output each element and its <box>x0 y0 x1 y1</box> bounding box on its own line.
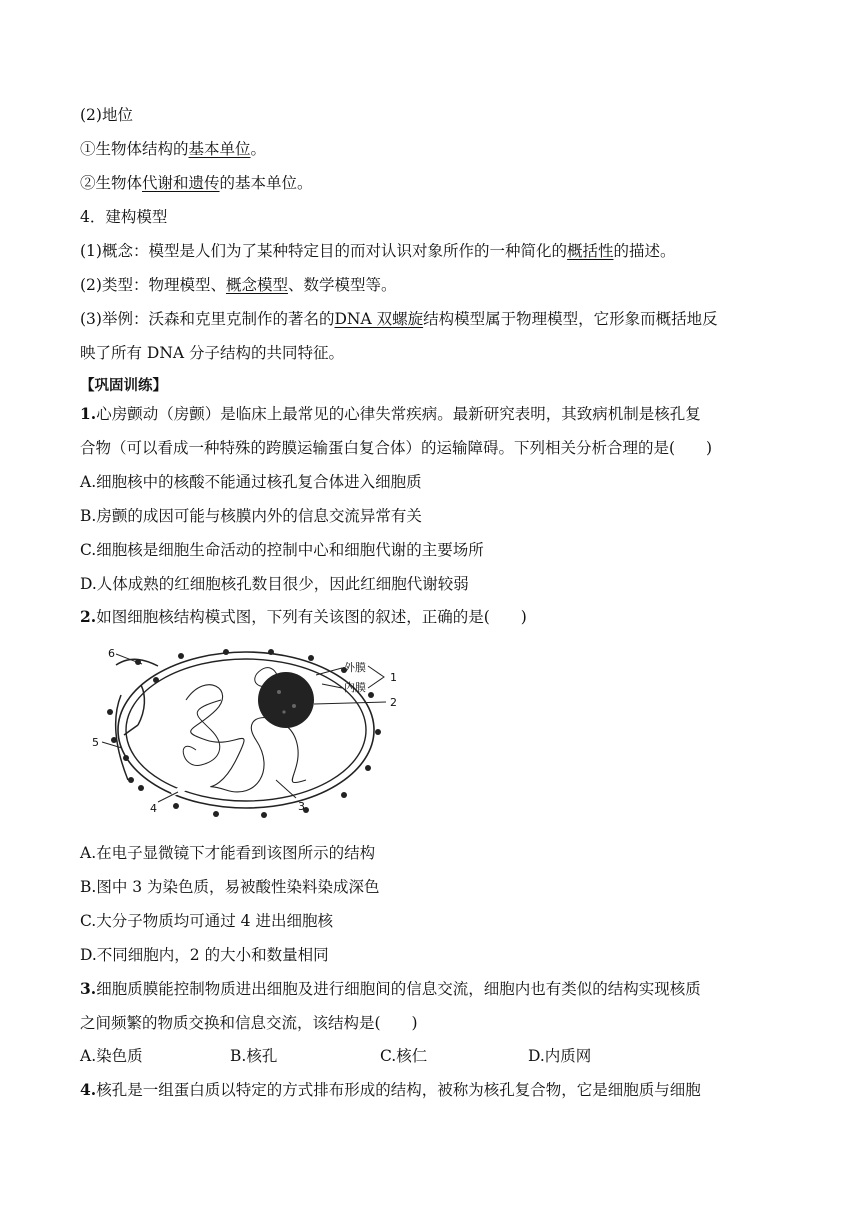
question-number: 1. <box>80 404 97 423</box>
label-outer-membrane: 外膜 <box>344 661 366 674</box>
model-types: (2)类型：物理模型、概念模型、数学模型等。 <box>80 276 397 294</box>
q3-option-c: C.核仁 <box>380 1047 428 1065</box>
q1-stem-line1: 1.心房颤动（房颤）是临床上最常见的心律失常疾病。最新研究表明，其致病机制是核孔复 <box>80 404 701 423</box>
underlined-term: DNA 双螺旋 <box>334 310 424 328</box>
label-5: 5 <box>92 736 99 749</box>
q4-stem-line1: 4.核孔是一组蛋白质以特定的方式排布形成的结构，被称为核孔复合物，它是细胞质与细胞 <box>80 1080 701 1099</box>
model-concept: (1)概念：模型是人们为了某种特定目的而对认识对象所作的一种简化的概括性的描述。 <box>80 242 676 260</box>
ribosome-dots <box>107 649 381 818</box>
q1-option-c: C.细胞核是细胞生命活动的控制中心和细胞代谢的主要场所 <box>80 541 484 559</box>
label-2: 2 <box>390 696 397 709</box>
q2-option-c: C.大分子物质均可通过 4 进出细胞核 <box>80 912 333 930</box>
section-title-status: (2)地位 <box>80 106 133 124</box>
underlined-term: 基本单位 <box>188 140 251 158</box>
label-inner-membrane: 内膜 <box>344 681 366 694</box>
q2-option-a: A.在电子显微镜下才能看到该图所示的结构 <box>80 844 376 862</box>
label-6: 6 <box>108 647 115 660</box>
q3-option-d: D.内质网 <box>528 1047 592 1065</box>
status-point-2: ②生物体代谢和遗传的基本单位。 <box>80 174 313 192</box>
q1-option-a: A.细胞核中的核酸不能通过核孔复合体进入细胞质 <box>80 473 422 491</box>
q1-option-b: B.房颤的成因可能与核膜内外的信息交流异常有关 <box>80 507 422 525</box>
model-heading: 4．建构模型 <box>80 208 168 226</box>
underlined-term: 概念模型 <box>225 276 288 294</box>
outer-membrane-shape <box>118 652 374 808</box>
q2-stem: 2.如图细胞核结构模式图，下列有关该图的叙述，正确的是( ) <box>80 607 527 626</box>
underlined-term: 概括性 <box>566 242 614 260</box>
label-3: 3 <box>298 800 305 813</box>
model-example: (3)举例：沃森和克里克制作的著名的DNA 双螺旋结构模型属于物理模型，它形象而概括地反 <box>80 310 718 328</box>
nucleolus-shape <box>258 672 314 728</box>
underlined-term: 代谢和遗传 <box>142 174 220 192</box>
q2-option-b: B.图中 3 为染色质，易被酸性染料染成深色 <box>80 878 380 896</box>
inner-membrane-shape <box>126 659 366 801</box>
practice-title: 【巩固训练】 <box>80 377 167 394</box>
q3-stem-line2: 之间频繁的物质交换和信息交流，该结构是( ) <box>80 1014 418 1032</box>
q2-option-d: D.不同细胞内，2 的大小和数量相同 <box>80 946 329 964</box>
q3-option-b: B.核孔 <box>230 1047 278 1065</box>
question-number: 4. <box>80 1080 97 1099</box>
question-number: 3. <box>80 979 97 998</box>
status-point-1: ①生物体结构的基本单位。 <box>80 140 267 158</box>
nucleus-structure-diagram <box>86 640 426 820</box>
q1-option-d: D.人体成熟的红细胞核孔数目很少，因此红细胞代谢较弱 <box>80 575 469 593</box>
label-4: 4 <box>150 802 157 815</box>
q1-stem-line2: 合物（可以看成一种特殊的跨膜运输蛋白复合体）的运输障碍。下列相关分析合理的是( ) <box>80 439 713 457</box>
label-1: 1 <box>390 671 397 684</box>
q3-stem-line1: 3.细胞质膜能控制物质进出细胞及进行细胞间的信息交流，细胞内也有类似的结构实现核质 <box>80 979 701 998</box>
q3-option-a: A.染色质 <box>80 1047 143 1065</box>
model-example-cont: 映了所有 DNA 分子结构的共同特征。 <box>80 344 345 362</box>
question-number: 2. <box>80 607 97 626</box>
q3-options <box>80 1044 780 1068</box>
